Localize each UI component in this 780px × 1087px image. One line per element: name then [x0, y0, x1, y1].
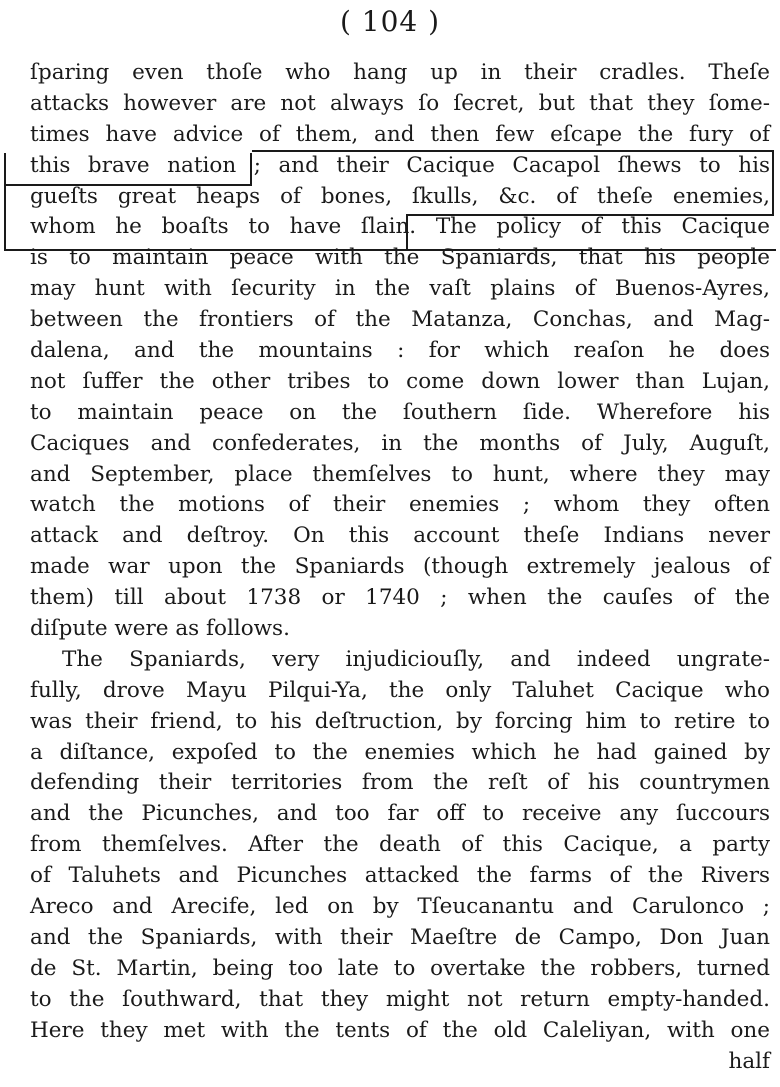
text-line: de St. Martin, being too late to overtake the robbers, turned [30, 955, 770, 981]
catchword: half [728, 1048, 770, 1074]
text-line: diſpute were as follows. [30, 616, 290, 642]
text-line: Here they met with the tents of the old Caleliyan, with one [30, 1017, 770, 1043]
text-line: and the Spaniards, with their Maeſtre de Campo, Don Juan [30, 924, 770, 950]
text-line: and September, place themſelves to hunt, where they may [30, 461, 770, 487]
text-line: Caciques and confederates, in the months of July, Auguſt, [30, 430, 770, 456]
text-line: attack and deſtroy. On this account theſe Indians never [30, 523, 770, 549]
text-line: defending their territories from the reſt of his countrymen [30, 770, 770, 796]
text-line: watch the motions of their enemies ; whom they often [30, 492, 770, 518]
text-line: made war upon the Spaniards (though extremely jealous of [30, 554, 770, 580]
body-text [30, 58, 770, 1077]
page-number: ( 104 ) [339, 5, 441, 38]
text-line: and the Picunches, and too far off to receive any ſuccours [30, 801, 770, 827]
text-line: to the ſouthward, that they might not return empty-handed. [30, 986, 770, 1012]
text-line: this brave nation ; and their Cacique Cacapol ſhews to his [30, 152, 770, 178]
text-line: of Taluhets and Picunches attacked the farms of the Rivers [30, 863, 770, 889]
text-line: gueſts great heaps of bones, ſkulls, &c. of theſe enemies, [30, 183, 770, 209]
text-line: was their friend, to his deſtruction, by forcing him to retire to [30, 708, 770, 734]
text-line: attacks however are not always ſo ſecret, but that they ſome- [30, 90, 770, 116]
text-line: dalena, and the mountains : for which reaſon he does [30, 338, 770, 364]
text-line: times have advice of them, and then few eſcape the fury of [30, 121, 770, 147]
text-line: not ſuffer the other tribes to come down lower than Lujan, [30, 368, 770, 394]
text-line: them) till about 1738 or 1740 ; when the cauſes of the [30, 585, 770, 611]
text-line: from themſelves. After the death of this Cacique, a party [30, 832, 770, 858]
text-line: The Spaniards, very injudiciouſly, and indeed ungrate- [62, 646, 770, 672]
text-line: fully, drove Mayu Pilqui-Ya, the only Taluhet Cacique who [30, 677, 770, 703]
text-line: a diſtance, expoſed to the enemies which he had gained by [30, 739, 770, 765]
text-line: between the frontiers of the Matanza, Conchas, and Mag- [30, 307, 770, 333]
text-line: whom he boaſts to have ſlain. The policy of this Cacique [30, 214, 770, 240]
annotation-box-right [772, 150, 774, 216]
text-line: Areco and Arecife, led on by Tſeucanantu and Carulonco ; [30, 894, 770, 920]
text-line: may hunt with ſecurity in the vaſt plains of Buenos-Ayres, [30, 276, 770, 302]
text-line: is to maintain peace with the Spaniards, that his people [30, 245, 770, 271]
text-line: to maintain peace on the ſouthern ſide. Wherefore his [30, 399, 770, 425]
text-line: ſparing even thoſe who hang up in their cradles. Theſe [30, 60, 770, 85]
